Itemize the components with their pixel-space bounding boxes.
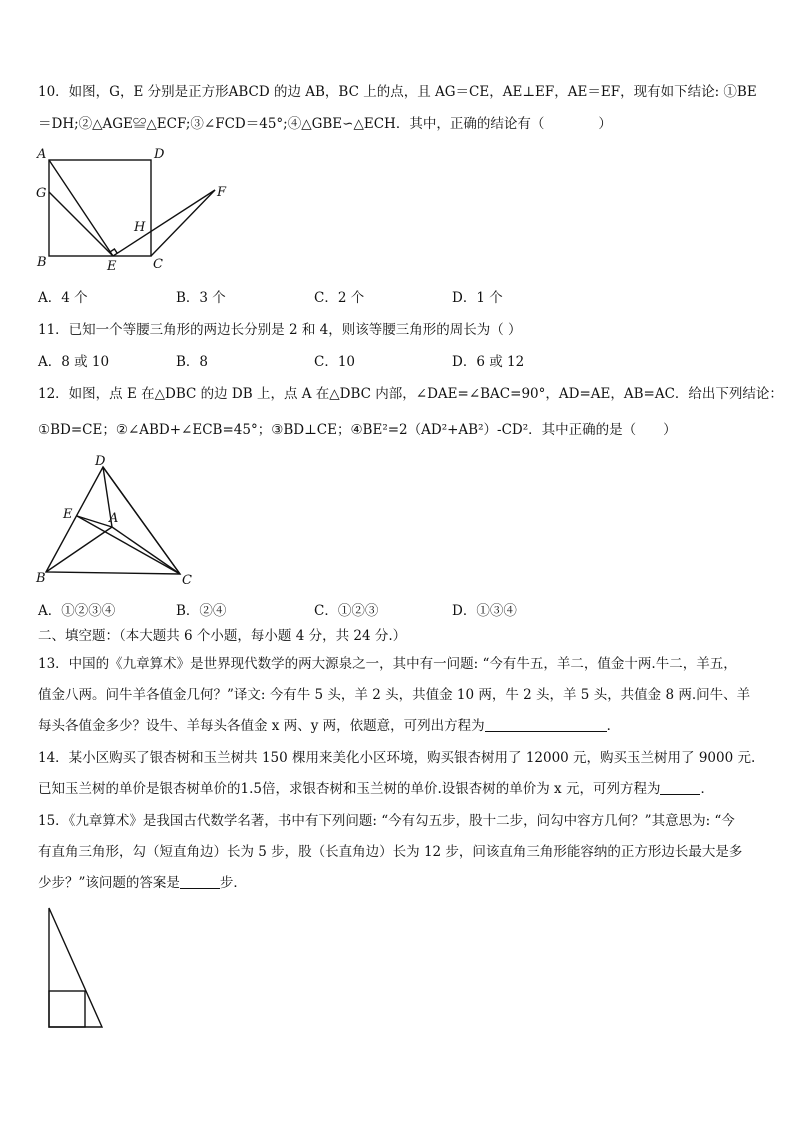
q10-label-g: G [36,186,47,201]
q13-text-line3-end: ． [606,718,621,734]
q15-text-line1: 15．《九章算术》是我国古代数学名著，书中有下列问题: “今有勾五步，股十二步，问勾中容方几何？”其意思为: “今 [38,813,735,829]
q12-option-d: D．①③④ [452,603,517,619]
q12-label-e: E [63,507,73,522]
q10-label-c: C [153,257,163,272]
q15-text-line3-end: 步． [219,875,247,891]
q12-label-a: A [109,511,119,526]
q11-option-c: C．10 [314,354,356,370]
q12-option-a: A．①②③④ [38,603,116,619]
q11-option-a: A．8 或 10 [38,354,110,370]
q10-label-h: H [134,220,146,235]
q10-label-e: E [107,259,117,274]
q11-option-b: B．8 [176,354,209,370]
q10-option-c: C．2 个 [314,290,365,306]
q12-label-b: B [36,571,46,586]
q14-text-line2-end: ． [700,781,714,797]
q14-text-line2-body: 已知玉兰树的单价是银杏树单价的1.5倍，求银杏树和玉兰树的单价.设银杏树的单价为 x 元，可列方程为 [38,781,661,797]
q10-text-line2: ＝DH;②△AGE≌△ECF;③∠FCD＝45°;④△GBE∽△ECH．其中，正确的结论有（ ） [38,116,612,132]
q15-text-line2: 有直角三角形，勾（短直角边）长为 5 步，股（长直角边）长为 12 步，问该直角三角形能容纳的正方形边长最大是多 [38,844,743,860]
q11-text: 11．已知一个等腰三角形的两边长分别是 2 和 4，则该等腰三角形的周长为（ ） [38,322,522,338]
q10-label-b: B [37,255,47,270]
q12-label-c: C [182,573,192,588]
q10-label-d: D [154,147,165,162]
q13-text-line2: 值金八两。问牛羊各值金几何？”译文: 今有牛 5 头，羊 2 头，共值金 10 两，牛 2 头，羊 5 头，共值金 8 两.问牛、羊 [38,687,751,703]
q10-option-a: A．4 个 [38,290,88,306]
q15-text-line3-body: 少步？”该问题的答案是 [38,875,180,891]
q10-option-b: B．3 个 [176,290,226,306]
q12-option-c: C．①②③ [314,603,379,619]
section-heading-fill-in: 二、填空题：（本大题共 6 个小题，每小题 4 分，共 24 分.） [38,628,407,644]
q11-option-d: D．6 或 12 [452,354,525,370]
q12-text-line1: 12．如图，点 E 在△DBC 的边 DB 上，点 A 在△DBC 内部，∠DAE=∠BAC=90°，AD=AE，AB=AC．给出下列结论： [38,386,783,402]
q10-text-line1: 10．如图，G，E 分别是正方形ABCD 的边 AB，BC 上的点，且 AG＝CE，AE⊥EF，AE＝EF，现有如下结论: ①BE [38,84,757,100]
q10-label-a: A [37,147,47,162]
q10-label-f: F [217,185,227,200]
q12-option-b: B．②④ [176,603,227,619]
q13-text-line1: 13．中国的《九章算术》是世界现代数学的两大源泉之一，其中有一问题: “今有牛五，羊二，值金十两.牛二，羊五， [38,656,737,672]
q13-text-line3-body: 每头各值金多少？设牛、羊每头各值金 x 两、y 两，依题意，可列出方程为 [38,718,485,734]
q14-text-line1: 14．某小区购买了银杏树和玉兰树共 150 棵用来美化小区环境，购买银杏树用了 12000 元，购买玉兰树用了 9000 元. [38,750,756,766]
q12-text-line2: ①BD=CE；②∠ABD+∠ECB=45°；③BD⊥CE；④BE²=2（AD²+AB²）-CD²．其中正确的是（ ） [38,422,677,438]
q10-option-d: D．1 个 [452,290,503,306]
q12-label-d: D [95,454,106,469]
